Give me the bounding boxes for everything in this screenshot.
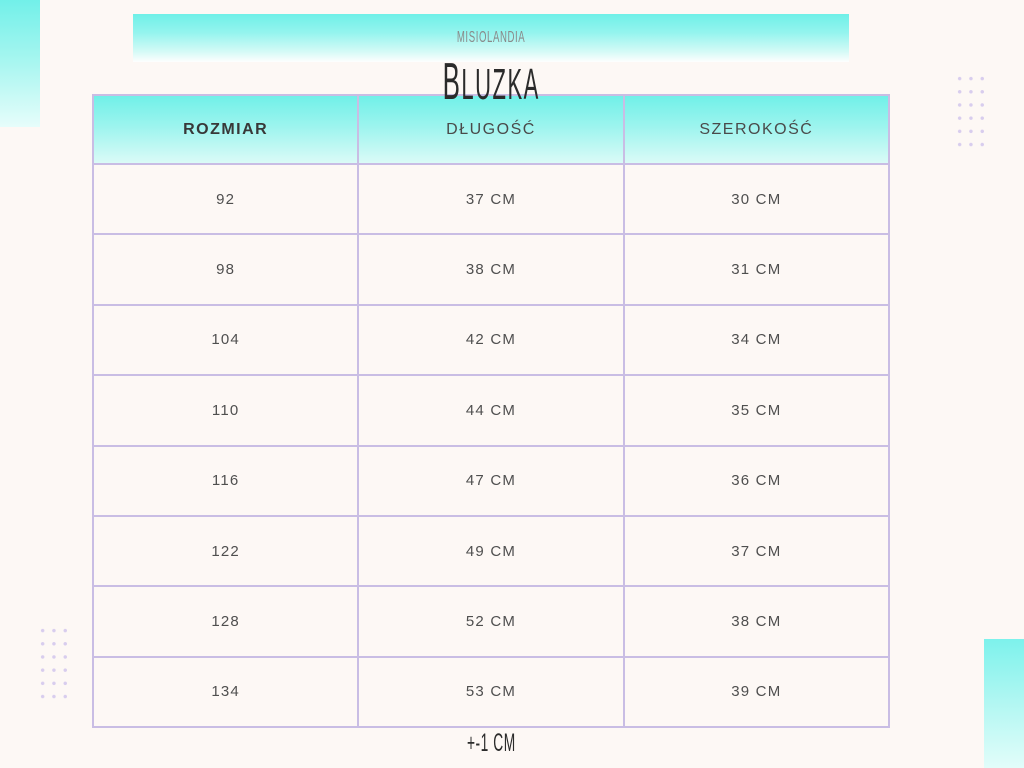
dot-grid-top-right — [954, 72, 988, 151]
size-table-body — [93, 164, 889, 727]
table-cell: 37 CM — [624, 516, 889, 586]
header-row — [93, 95, 889, 164]
table-cell: 122 — [93, 516, 358, 586]
column-header-szerokosc: SZEROKOŚĆ — [624, 95, 889, 164]
corner-accent-bottom-right — [984, 639, 1024, 768]
page-title-text: BLUZKA — [442, 53, 540, 111]
table-cell: 37 CM — [358, 164, 623, 234]
table-cell: 38 CM — [624, 586, 889, 656]
table-cell: 128 — [93, 586, 358, 656]
table-cell: 110 — [93, 375, 358, 445]
table-cell: 39 CM — [624, 657, 889, 727]
table-cell: 44 CM — [358, 375, 623, 445]
brand-name: MISIOLANDIA — [456, 29, 526, 46]
table-cell: 38 CM — [358, 234, 623, 304]
tolerance-footnote-text: +-1 CM — [466, 729, 516, 757]
table-row — [93, 446, 889, 516]
dot-grid-bottom-left — [37, 624, 71, 703]
table-cell: 35 CM — [624, 375, 889, 445]
table-cell: 34 CM — [624, 305, 889, 375]
table-cell: 30 CM — [624, 164, 889, 234]
table-cell: 52 CM — [358, 586, 623, 656]
table-cell: 98 — [93, 234, 358, 304]
table-row — [93, 164, 889, 234]
brand-banner — [133, 14, 849, 62]
table-row — [93, 586, 889, 656]
table-cell: 53 CM — [358, 657, 623, 727]
table-cell: 116 — [93, 446, 358, 516]
table-cell: 49 CM — [358, 516, 623, 586]
table-cell: 134 — [93, 657, 358, 727]
tolerance-footnote — [92, 731, 890, 756]
size-table — [92, 94, 890, 728]
column-header-rozmiar: ROZMIAR — [93, 95, 358, 164]
table-row — [93, 375, 889, 445]
table-cell: 92 — [93, 164, 358, 234]
table-row — [93, 657, 889, 727]
table-row — [93, 305, 889, 375]
column-header-dlugosc: DŁUGOŚĆ — [358, 95, 623, 164]
table-cell: 104 — [93, 305, 358, 375]
table-cell: 31 CM — [624, 234, 889, 304]
table-row — [93, 516, 889, 586]
table-cell: 36 CM — [624, 446, 889, 516]
table-cell: 47 CM — [358, 446, 623, 516]
table-cell: 42 CM — [358, 305, 623, 375]
size-table-header — [93, 95, 889, 164]
corner-accent-top-left — [0, 0, 40, 127]
table-row — [93, 234, 889, 304]
